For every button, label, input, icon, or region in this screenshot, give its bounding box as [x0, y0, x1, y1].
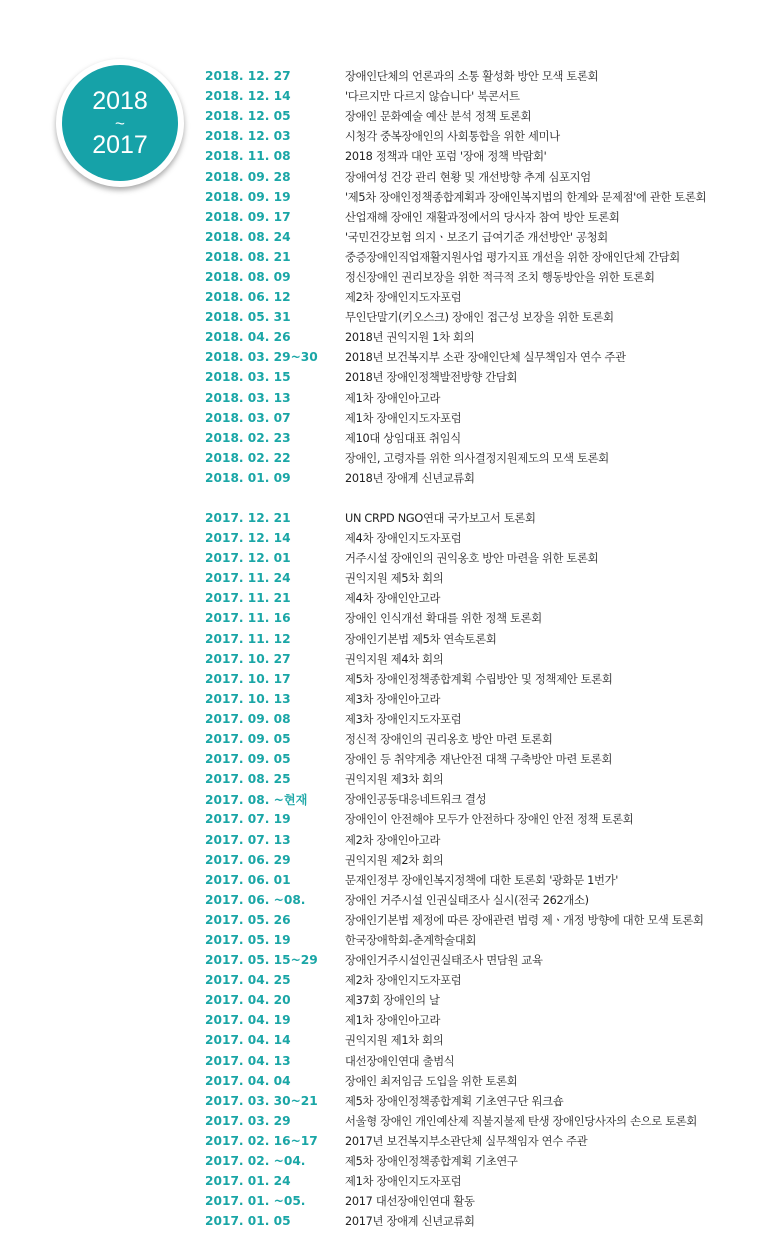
event-date: 2017. 06. 01: [205, 872, 291, 887]
event-date: 2018. 12. 14: [205, 89, 291, 104]
event-date: 2017. 03. 29: [205, 1113, 291, 1128]
event-title: 중증장애인직업재활지원사업 평가지표 개선을 위한 장애인단체 간담회: [345, 250, 680, 264]
timeline-row: [205, 990, 775, 1010]
event-title: 산업재해 장애인 재활과정에서의 당사자 참여 방안 토론회: [345, 210, 620, 224]
event-date: 2017. 10. 27: [205, 651, 291, 666]
event-title: 장애인 문화예술 예산 분석 정책 토론회: [345, 110, 532, 124]
event-date: 2018. 03. 07: [205, 410, 291, 425]
event-date: 2018. 01. 09: [205, 470, 291, 485]
timeline-row: [205, 890, 775, 910]
event-title: 2018년 장애계 신년교류회: [345, 471, 475, 485]
timeline-row: [205, 970, 775, 990]
event-date: 2017. 12. 21: [205, 511, 291, 526]
event-date: 2018. 09. 28: [205, 169, 291, 184]
event-date: 2017. 11. 21: [205, 591, 291, 606]
event-title: 2017년 보건복지부소관단체 실무책임자 연수 주관: [345, 1134, 588, 1148]
timeline-row: [205, 1010, 775, 1030]
event-date: 2018. 08. 24: [205, 229, 291, 244]
event-date: 2017. 02. ~04.: [205, 1154, 306, 1169]
event-title: 제4차 장애인안고라: [345, 592, 441, 606]
event-date: 2018. 02. 23: [205, 430, 291, 445]
timeline-row: [205, 86, 775, 106]
event-date: 2018. 03. 29~30: [205, 350, 318, 365]
timeline-row: [205, 568, 775, 588]
timeline-row: [205, 749, 775, 769]
event-title: 한국장애학회-춘계학술대회: [345, 933, 477, 947]
event-title: 제3차 장애인아고라: [345, 692, 441, 706]
timeline-row: [205, 327, 775, 347]
timeline-row: [205, 910, 775, 930]
event-date: 2018. 11. 08: [205, 149, 291, 164]
event-date: 2017. 11. 24: [205, 571, 291, 586]
timeline-row: [205, 166, 775, 186]
event-title: 장애인 최저임금 도입을 위한 토론회: [345, 1074, 518, 1088]
timeline-row: [205, 950, 775, 970]
event-title: 권익지원 제3차 회의: [345, 773, 444, 787]
event-title: 권익지원 제4차 회의: [345, 652, 444, 666]
timeline-row: [205, 1211, 775, 1231]
event-date: 2017. 03. 30~21: [205, 1093, 318, 1108]
event-date: 2017. 05. 26: [205, 912, 291, 927]
timeline-row: [205, 207, 775, 227]
timeline-row: [205, 106, 775, 126]
timeline-row: [205, 227, 775, 247]
timeline-row: [205, 508, 775, 528]
event-title: 장애여성 건강 관리 현황 및 개선방향 추계 심포지엄: [345, 170, 591, 184]
event-title: 정신장애인 권리보장을 위한 적극적 조치 행동방안을 위한 토론회: [345, 270, 655, 284]
event-date: 2017. 07. 19: [205, 812, 291, 827]
timeline-row: [205, 1131, 775, 1151]
event-date: 2017. 12. 14: [205, 531, 291, 546]
event-title: 제37회 장애인의 날: [345, 994, 440, 1008]
event-date: 2017. 04. 04: [205, 1073, 291, 1088]
event-date: 2017. 04. 20: [205, 993, 291, 1008]
event-title: 장애인기본법 제5차 연속토론회: [345, 632, 497, 646]
event-title: 2017 대선장애인연대 활동: [345, 1195, 475, 1209]
timeline-row: [205, 548, 775, 568]
event-date: 2017. 11. 16: [205, 611, 291, 626]
event-title: 제2차 장애인지도자포럼: [345, 974, 462, 988]
event-title: 장애인 등 취약계층 재난안전 대책 구축방안 마련 토론회: [345, 753, 613, 767]
timeline-row: [205, 408, 775, 428]
event-title: 장애인거주시설인권실태조사 면담원 교육: [345, 954, 543, 968]
timeline-row: [205, 870, 775, 890]
event-title: 2018 정책과 대안 포럼 '장애 정책 박람회': [345, 150, 547, 164]
timeline-row: [205, 588, 775, 608]
event-date: 2017. 02. 16~17: [205, 1133, 318, 1148]
timeline-row: [205, 689, 775, 709]
timeline-row: [205, 1051, 775, 1071]
event-date: 2018. 09. 17: [205, 209, 291, 224]
event-title: 장애인공동대응네트워크 결성: [345, 793, 487, 807]
event-title: 장애인 거주시설 인권실태조사 실시(전국 262개소): [345, 893, 589, 907]
event-date: 2018. 02. 22: [205, 450, 291, 465]
event-date: 2017. 01. 24: [205, 1174, 291, 1189]
timeline-row: [205, 1071, 775, 1091]
event-title: 제5차 장애인정책종합계획 기초연구단 워크숍: [345, 1094, 564, 1108]
event-title: 무인단말기(키오스크) 장애인 접근성 보장을 위한 토론회: [345, 311, 614, 325]
event-title: '다르지만 다르지 않습니다' 북콘서트: [345, 90, 520, 104]
timeline-row: [205, 1091, 775, 1111]
event-date: 2018. 03. 13: [205, 390, 291, 405]
event-date: 2017. 01. ~05.: [205, 1194, 306, 1209]
event-date: 2017. 04. 25: [205, 973, 291, 988]
event-title: 제1차 장애인아고라: [345, 391, 441, 405]
event-title: 권익지원 제1차 회의: [345, 1034, 444, 1048]
event-title: 장애인이 안전해야 모두가 안전하다 장애인 안전 정책 토론회: [345, 813, 634, 827]
event-title: 제10대 상임대표 취임식: [345, 431, 461, 445]
timeline-row: [205, 307, 775, 327]
event-title: 제2차 장애인지도자포럼: [345, 291, 462, 305]
timeline-row: [205, 247, 775, 267]
event-date: 2017. 08. 25: [205, 772, 291, 787]
timeline-row: [205, 789, 775, 809]
event-date: 2018. 03. 15: [205, 370, 291, 385]
timeline-row: [205, 709, 775, 729]
event-date: 2017. 06. 29: [205, 852, 291, 867]
event-title: 제3차 장애인지도자포럼: [345, 712, 462, 726]
event-date: 2017. 11. 12: [205, 631, 291, 646]
event-date: 2017. 09. 05: [205, 732, 291, 747]
event-title: 장애인, 고령자를 위한 의사결정지원제도의 모색 토론회: [345, 451, 609, 465]
event-date: 2017. 09. 08: [205, 711, 291, 726]
timeline-row: [205, 769, 775, 789]
event-title: 정신적 장애인의 권리옹호 방안 마련 토론회: [345, 733, 553, 747]
badge-year-bottom: 2017: [92, 130, 148, 159]
timeline-row: [205, 448, 775, 468]
event-title: 문재인정부 장애인복지정책에 대한 토론회 '광화문 1번가': [345, 873, 619, 887]
event-title: 제5차 장애인정책종합계획 기초연구: [345, 1155, 518, 1169]
timeline-row: [205, 187, 775, 207]
timeline-row: [205, 608, 775, 628]
event-title: 서울형 장애인 개인예산제 직불지불제 탄생 장애인당사자의 손으로 토론회: [345, 1114, 698, 1128]
event-title: 권익지원 제5차 회의: [345, 572, 444, 586]
event-title: UN CRPD NGO연대 국가보고서 토론회: [345, 512, 536, 526]
event-date: 2017. 10. 13: [205, 691, 291, 706]
timeline-row: [205, 428, 775, 448]
timeline-row: [205, 388, 775, 408]
timeline-row: [205, 347, 775, 367]
event-date: 2017. 04. 14: [205, 1033, 291, 1048]
event-title: 대선장애인연대 출범식: [345, 1054, 455, 1068]
event-title: 제1차 장애인아고라: [345, 1014, 441, 1028]
event-date: 2017. 10. 17: [205, 671, 291, 686]
event-date: 2017. 09. 05: [205, 752, 291, 767]
event-date: 2017. 04. 19: [205, 1013, 291, 1028]
timeline-row: [205, 649, 775, 669]
event-title: 거주시설 장애인의 권익옹호 방안 마련을 위한 토론회: [345, 552, 599, 566]
event-title: 제2차 장애인아고라: [345, 833, 441, 847]
history-timeline: [205, 66, 775, 1231]
event-title: 2017년 장애계 신년교류회: [345, 1215, 475, 1229]
event-title: 시청각 중복장애인의 사회통합을 위한 세미나: [345, 130, 560, 144]
event-date: 2018. 12. 03: [205, 129, 291, 144]
event-title: '국민건강보험 의지ㆍ보조기 급여기준 개선방안' 공청회: [345, 230, 608, 244]
timeline-row: [205, 629, 775, 649]
event-date: 2018. 05. 31: [205, 310, 291, 325]
timeline-row: [205, 468, 775, 488]
timeline-row: [205, 126, 775, 146]
event-title: 장애인단체의 언론과의 소통 활성화 방안 모색 토론회: [345, 70, 599, 84]
event-title: 2018년 보건복지부 소관 장애인단체 실무책임자 연수 주관: [345, 351, 626, 365]
timeline-row: [205, 729, 775, 749]
timeline-row: [205, 1191, 775, 1211]
timeline-row: [205, 669, 775, 689]
timeline-section-2017: [205, 508, 775, 1231]
timeline-row: [205, 829, 775, 849]
event-date: 2018. 06. 12: [205, 290, 291, 305]
timeline-row: [205, 809, 775, 829]
event-date: 2017. 01. 05: [205, 1214, 291, 1229]
timeline-row: [205, 850, 775, 870]
event-title: '제5차 장애인정책종합계획과 장애인복지법의 한계와 문제점'에 관한 토론회: [345, 190, 707, 204]
timeline-section-2018: [205, 66, 775, 488]
year-range-badge: [62, 65, 178, 181]
event-date: 2018. 12. 05: [205, 109, 291, 124]
event-date: 2017. 06. ~08.: [205, 892, 306, 907]
event-date: 2017. 07. 13: [205, 832, 291, 847]
badge-separator: ~: [115, 113, 125, 133]
event-date: 2018. 04. 26: [205, 330, 291, 345]
event-date: 2017. 12. 01: [205, 551, 291, 566]
event-date: 2018. 08. 09: [205, 269, 291, 284]
badge-year-top: 2018: [92, 86, 148, 115]
event-date: 2018. 09. 19: [205, 189, 291, 204]
event-title: 장애인 인식개선 확대를 위한 정책 토론회: [345, 612, 542, 626]
timeline-row: [205, 1171, 775, 1191]
event-title: 제1차 장애인지도자포럼: [345, 1175, 462, 1189]
timeline-row: [205, 66, 775, 86]
timeline-row: [205, 930, 775, 950]
event-date: 2017. 08. ~현재: [205, 792, 308, 807]
timeline-row: [205, 146, 775, 166]
timeline-row: [205, 1151, 775, 1171]
timeline-row: [205, 287, 775, 307]
event-date: 2017. 05. 15~29: [205, 953, 318, 968]
event-date: 2018. 08. 21: [205, 249, 291, 264]
event-title: 2018년 권익지원 1차 회의: [345, 331, 475, 345]
event-date: 2018. 12. 27: [205, 69, 291, 84]
event-title: 제1차 장애인지도자포럼: [345, 411, 462, 425]
event-date: 2017. 05. 19: [205, 932, 291, 947]
event-title: 제5차 장애인정책종합계획 수립방안 및 정책제안 토론회: [345, 672, 613, 686]
timeline-row: [205, 367, 775, 387]
event-title: 권익지원 제2차 회의: [345, 853, 444, 867]
timeline-row: [205, 267, 775, 287]
event-title: 장애인기본법 제정에 따른 장애관련 법령 제ㆍ개정 방향에 대한 모색 토론회: [345, 913, 704, 927]
event-date: 2017. 04. 13: [205, 1053, 291, 1068]
timeline-row: [205, 1030, 775, 1050]
event-title: 2018년 장애인정책발전방향 간담회: [345, 371, 518, 385]
timeline-row: [205, 528, 775, 548]
timeline-row: [205, 1111, 775, 1131]
event-title: 제4차 장애인지도자포럼: [345, 532, 462, 546]
